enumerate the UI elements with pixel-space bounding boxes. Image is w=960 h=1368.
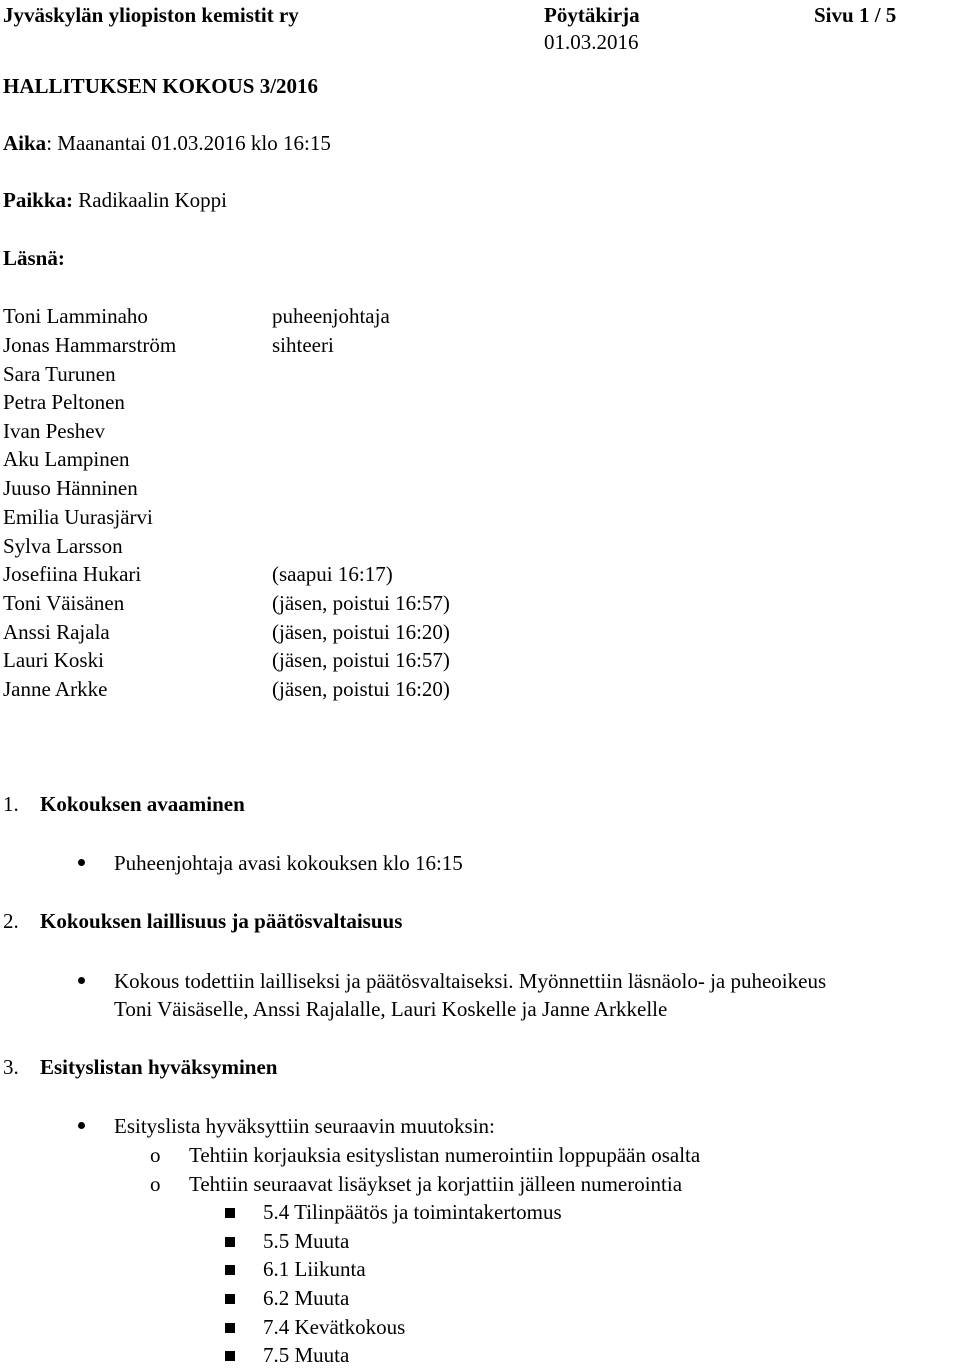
section-1-bullet: Puheenjohtaja avasi kokouksen klo 16:15 [114, 851, 463, 875]
sub-item: Tehtiin korjauksia esityslistan numerointiin loppupään osalta [189, 1143, 701, 1167]
attendee-role: (jäsen, poistui 16:20) [272, 677, 450, 701]
square-bullet-icon [225, 1351, 235, 1361]
time-value: : Maanantai 01.03.2016 klo 16:15 [46, 131, 331, 155]
section-2-number: 2. [3, 909, 19, 933]
time-label: Aika [3, 131, 47, 155]
attendee-name: Lauri Koski [3, 648, 104, 672]
attendee-name: Ivan Peshev [3, 419, 106, 443]
section-1-number: 1. [3, 792, 19, 816]
attendee-name: Sara Turunen [3, 362, 116, 386]
attendee-name: Janne Arkke [3, 677, 108, 701]
sub-item: Tehtiin seuraavat lisäykset ja korjattiin jälleen numerointia [189, 1172, 683, 1196]
meeting-time [3, 131, 331, 156]
attendee-name: Anssi Rajala [3, 620, 110, 644]
doc-date: 01.03.2016 [544, 30, 639, 54]
org-name: Jyväskylän yliopiston kemistit ry [3, 3, 299, 27]
sub-sub-item: 6.2 Muuta [263, 1286, 350, 1310]
attendee-name: Toni Lamminaho [3, 304, 148, 328]
sub-item-marker: o [150, 1143, 161, 1167]
section-2-title: Kokouksen laillisuus ja päätösvaltaisuus [40, 909, 403, 933]
sub-sub-item: 7.5 Muuta [263, 1343, 350, 1367]
bullet-icon [78, 977, 85, 984]
present-label: Läsnä: [3, 246, 65, 270]
attendee-name: Emilia Uurasjärvi [3, 505, 153, 529]
sub-sub-item: 5.5 Muuta [263, 1229, 350, 1253]
meeting-place [3, 188, 227, 213]
section-3-number: 3. [3, 1055, 19, 1079]
page-number: Sivu 1 / 5 [814, 3, 897, 27]
sub-sub-item: 6.1 Liikunta [263, 1257, 366, 1281]
section-3-bullet: Esityslista hyväksyttiin seuraavin muutoksin: [114, 1114, 495, 1138]
attendee-role: (jäsen, poistui 16:57) [272, 591, 450, 615]
section-3-title: Esityslistan hyväksyminen [40, 1055, 278, 1079]
square-bullet-icon [225, 1208, 235, 1218]
attendee-name: Josefiina Hukari [3, 562, 142, 586]
doc-type: Pöytäkirja [544, 3, 640, 27]
sub-sub-item: 7.4 Kevätkokous [263, 1315, 406, 1339]
meeting-title: HALLITUKSEN KOKOUS 3/2016 [3, 74, 319, 98]
attendee-name: Jonas Hammarström [3, 333, 177, 357]
sub-item-marker: o [150, 1172, 161, 1196]
attendee-name: Juuso Hänninen [3, 476, 138, 500]
bullet-icon [78, 859, 85, 866]
attendee-role: sihteeri [272, 333, 334, 357]
attendee-role: puheenjohtaja [272, 304, 390, 328]
attendee-name: Toni Väisänen [3, 591, 125, 615]
place-label: Paikka: [3, 188, 74, 212]
section-1-title: Kokouksen avaaminen [40, 792, 245, 816]
attendee-name: Petra Peltonen [3, 390, 125, 414]
section-2-bullet-line-1: Kokous todettiin lailliseksi ja päätösvaltaiseksi. Myönnettiin läsnäolo- ja puheoikeus [114, 969, 827, 993]
attendee-name: Sylva Larsson [3, 534, 123, 558]
sub-sub-item: 5.4 Tilinpäätös ja toimintakertomus [263, 1200, 562, 1224]
attendee-name: Aku Lampinen [3, 447, 130, 471]
square-bullet-icon [225, 1294, 235, 1304]
attendee-role: (saapui 16:17) [272, 562, 393, 586]
square-bullet-icon [225, 1323, 235, 1333]
attendee-role: (jäsen, poistui 16:20) [272, 620, 450, 644]
square-bullet-icon [225, 1237, 235, 1247]
square-bullet-icon [225, 1265, 235, 1275]
place-value: Radikaalin Koppi [73, 188, 227, 212]
attendee-role: (jäsen, poistui 16:57) [272, 648, 450, 672]
section-2-bullet-line-2: Toni Väisäselle, Anssi Rajalalle, Lauri Koskelle ja Janne Arkkelle [114, 997, 668, 1021]
bullet-icon [78, 1122, 85, 1129]
